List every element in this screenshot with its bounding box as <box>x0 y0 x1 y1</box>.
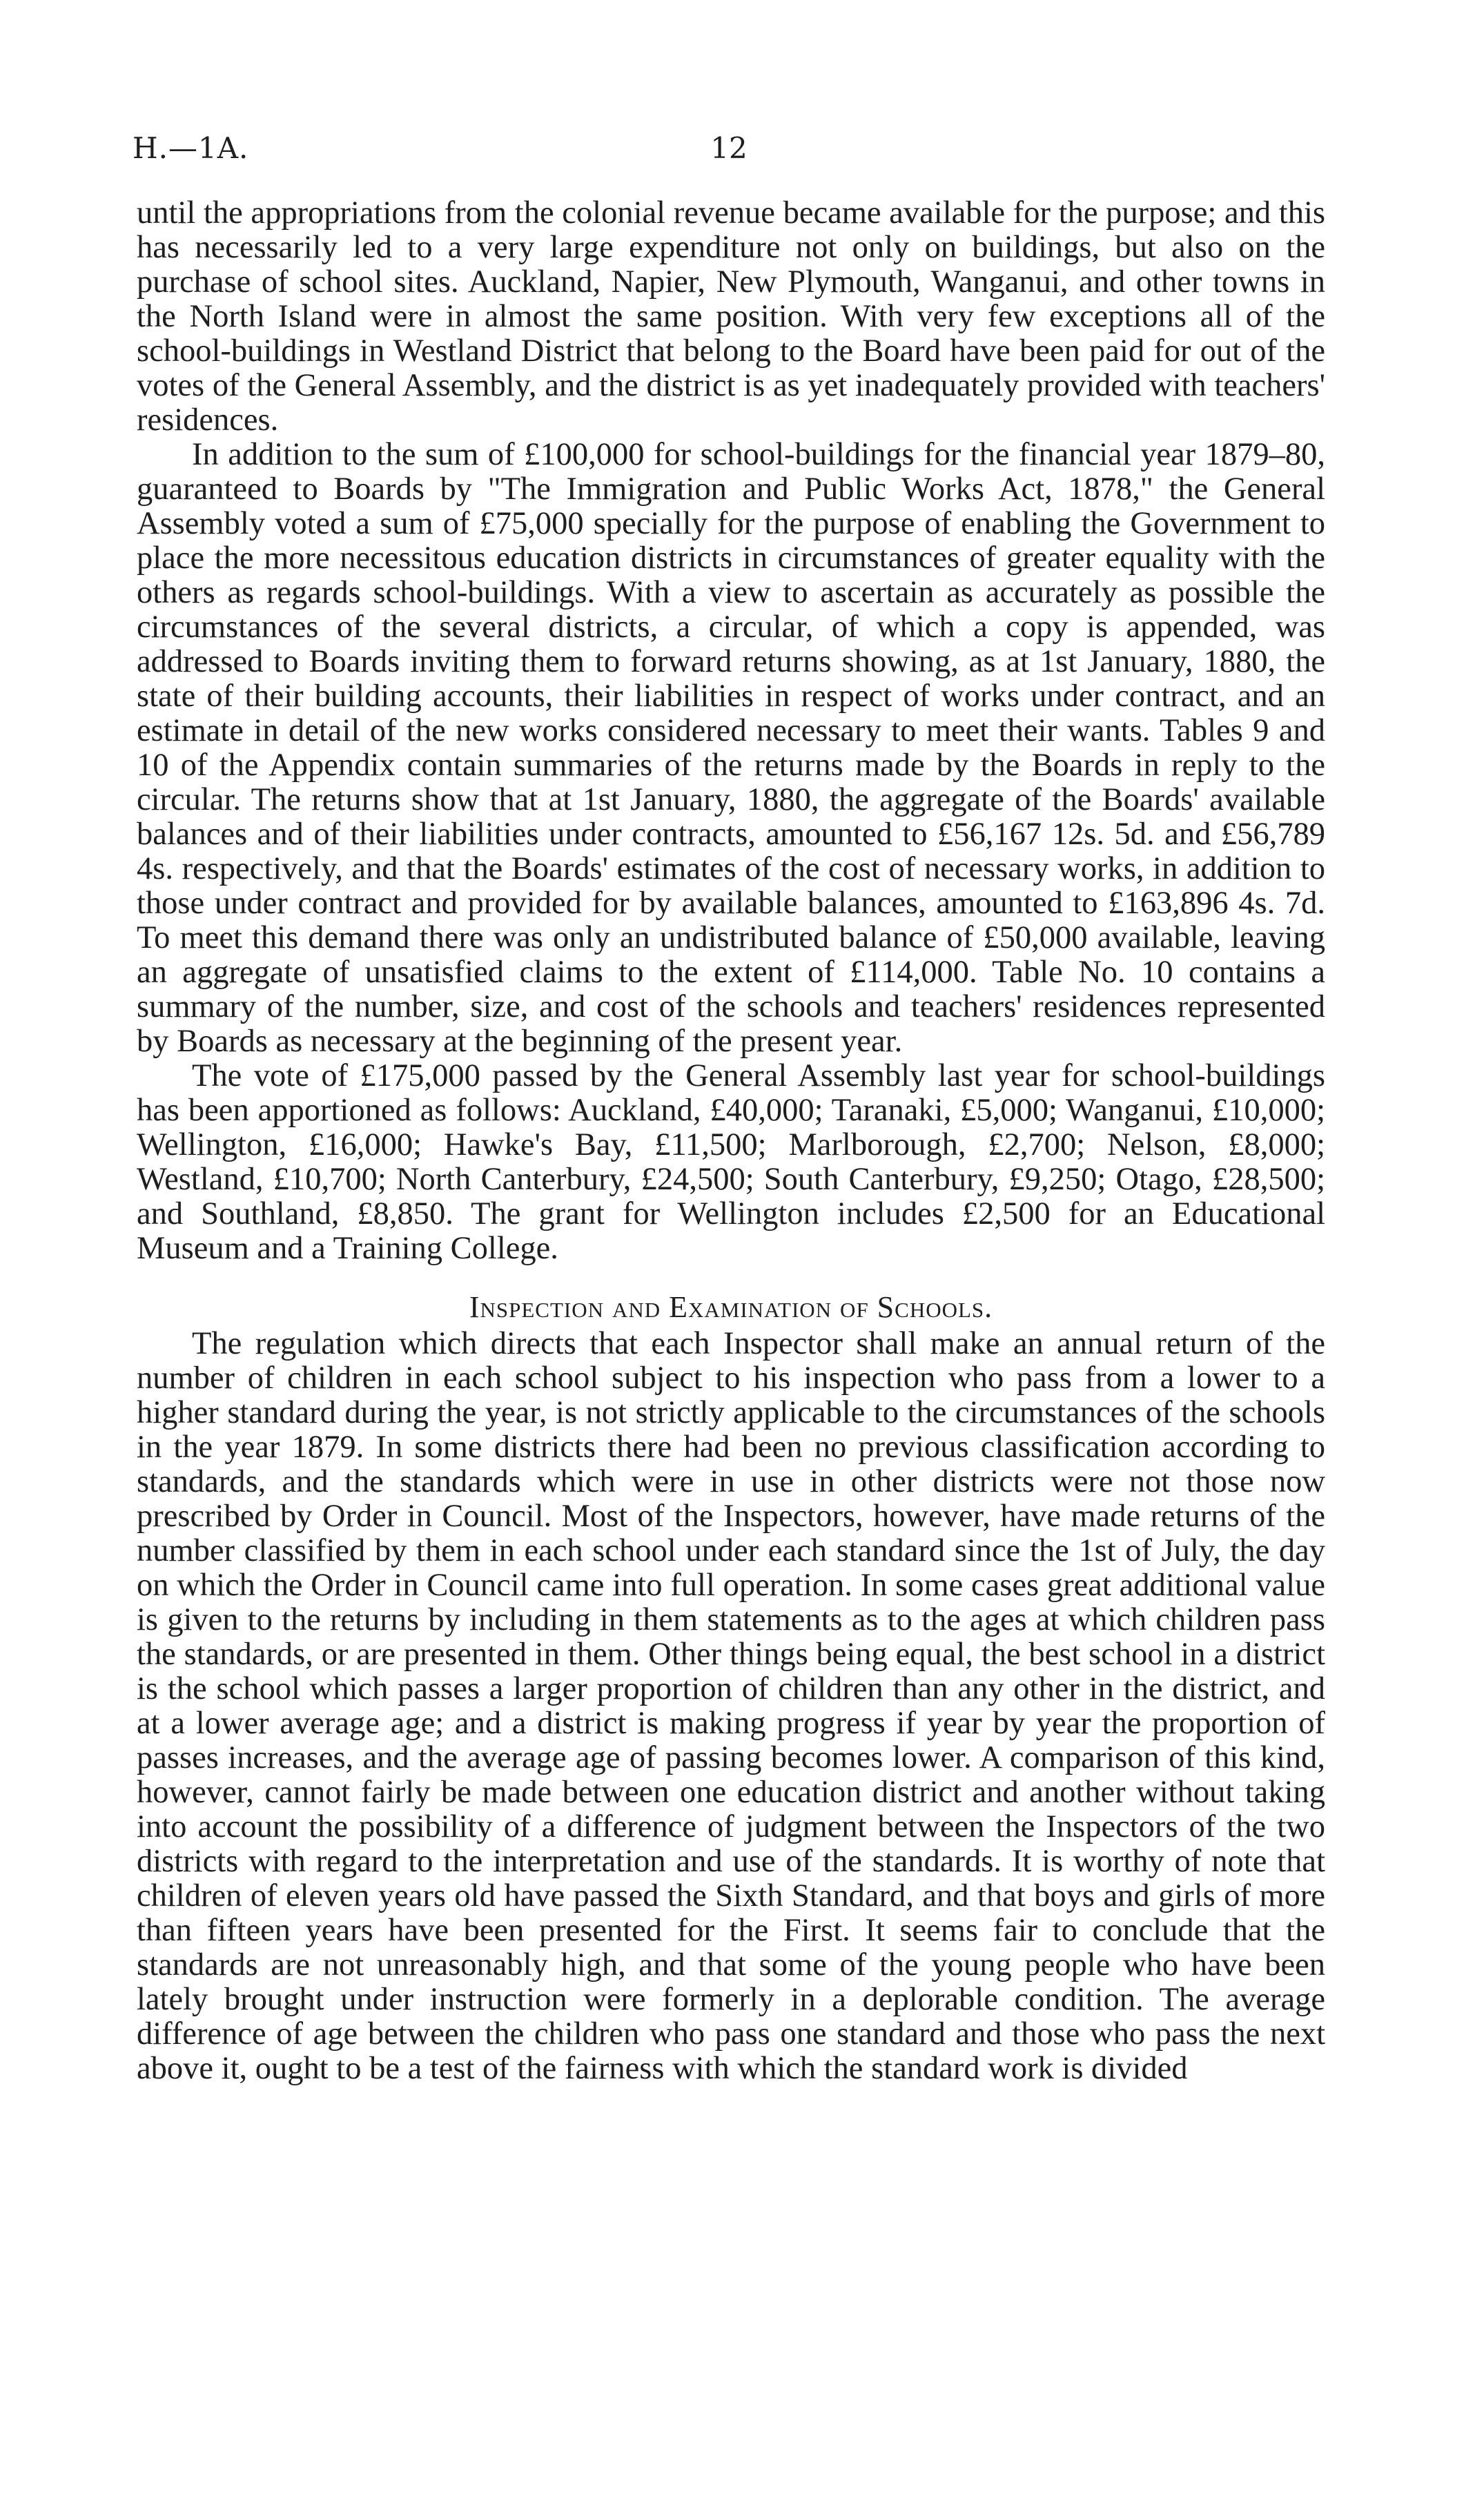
paragraph-building-vote: In addition to the sum of £100,000 for school-buildings for the financial year 1879–80, guaranteed to Boards by "The Immigration and Public Works Act, 1878," the General Assembly voted a sum of £75,000 specially for the purpose of enabling the Government to place the more necessitous education districts in circumstances of greater equality with the others as regards school-buildings. With a view to ascertain as accurately as possible the circumstances of the several districts, a circular, of which a copy is appended, was addressed to Boards inviting them to forward returns showing, as at 1st January, 1880, the state of their building accounts, their liabilities in respect of works under contract, and an estimate in detail of the new works considered necessary to meet their wants. Tables 9 and 10 of the Appendix contain summaries of the returns made by the Boards in reply to the circular. The returns show that at 1st January, 1880, the aggregate of the Boards' available balances and of their liabilities under contracts, amounted to £56,167 12s. 5d. and £56,789 4s. respectively, and that the Boards' estimates of the cost of necessary works, in addition to those under contract and provided for by available balances, amounted to £163,896 4s. 7d. To meet this demand there was only an undistributed balance of £50,000 available, leaving an aggregate of unsatisfied claims to the extent of £114,000. Table No. 10 contains a summary of the number, size, and cost of the schools and teachers' residences represented by Boards as necessary at the beginning of the present year. <box>137 437 1325 1059</box>
series-reference: H.—1A. <box>133 131 249 165</box>
paragraph-apportionment: The vote of £175,000 passed by the General Assembly last year for school-buildings has been apportioned as follows: Auckland, £40,000; Taranaki, £5,000; Wanganui, £10,000; Wellington, £16,000; Hawke's Bay, £11,500; Marlborough, £2,700; Nelson, £8,000; Westland, £10,700; North Canterbury, £24,500; South Canterbury, £9,250; Otago, £28,500; and Southland, £8,850. The grant for Wellington includes £2,500 for an Educational Museum and a Training College. <box>137 1058 1325 1266</box>
paragraph-continued: until the appropriations from the colonial revenue became available for the purpose; and this has necessarily led to a very large expenditure not only on buildings, but also on the purchase of school sites. Auckland, Napier, New Plymouth, Wanganui, and other towns in the North Island were in almost the same position. With very few exceptions all of the school-buildings in Westland District that belong to the Board have been paid for out of the votes of the General Assembly, and the district is as yet inadequately provided with teachers' residences. <box>137 195 1325 438</box>
paragraph-inspection: The regulation which directs that each Inspector shall make an annual return of the number of children in each school subject to his inspection who pass from a lower to a higher standard during the year, is not strictly applicable to the circumstances of the schools in the year 1879. In some districts there had been no previous classification according to standards, and the standards which were in use in other districts were not those now prescribed by Order in Council. Most of the Inspectors, however, have made returns of the number classified by them in each school under each standard since the 1st of July, the day on which the Order in Council came into full operation. In some cases great additional value is given to the returns by including in them statements as to the ages at which children pass the standards, or are presented in them. Other things being equal, the best school in a district is the school which passes a larger proportion of children than any other in the district, and at a lower average age; and a district is making progress if year by year the proportion of passes increases, and the average age of passing becomes lower. A comparison of this kind, however, cannot fairly be made between one education district and another without taking into account the possibility of a difference of judgment between the Inspectors of the two districts with regard to the interpretation and use of the standards. It is worthy of note that children of eleven years old have passed the Sixth Standard, and that boys and girls of more than fifteen years have been presented for the First. It seems fair to conclude that the standards are not unreasonably high, and that some of the young people who have been lately brought under instruction were formerly in a deplorable condition. The average difference of age between the children who pass one standard and those who pass the next above it, ought to be a test of the fairness with which the standard work is divided <box>137 1326 1325 2086</box>
page-number: 12 <box>710 131 748 165</box>
body-text <box>137 196 1325 2086</box>
section-heading <box>137 1288 1325 1327</box>
page-header <box>133 124 1325 173</box>
section-heading-text: Inspection and Examination of Schools. <box>469 1290 993 1324</box>
